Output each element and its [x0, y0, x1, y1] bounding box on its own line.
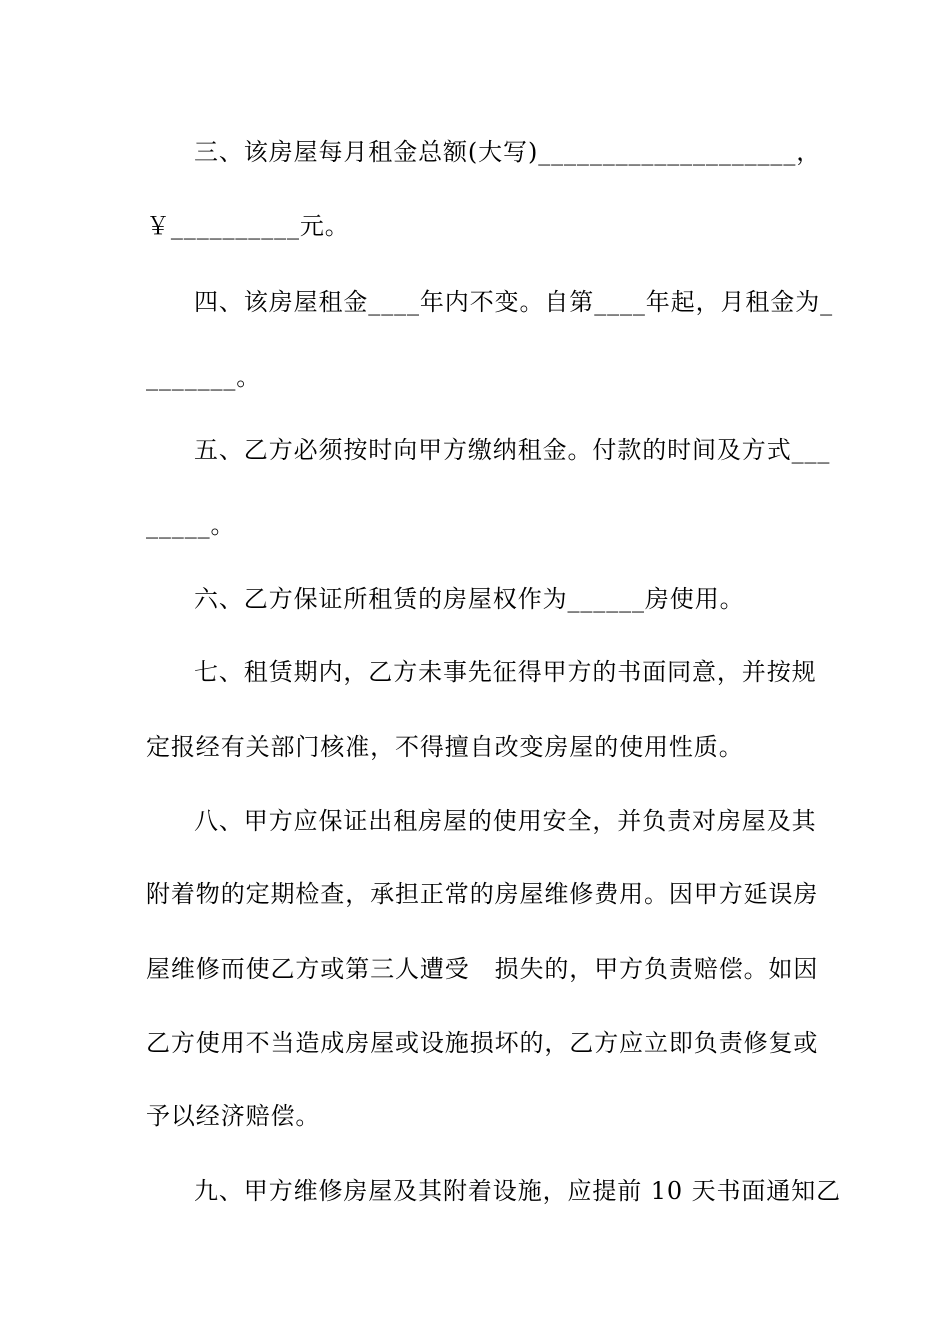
clause-5-line-2: _____。: [146, 511, 236, 539]
clause-8-line-1: 八、甲方应保证出租房屋的使用安全，并负责对房屋及其: [194, 807, 817, 835]
clause-7-line-2: 定报经有关部门核准，不得擅自改变房屋的使用性质。: [146, 733, 744, 761]
clause-7-line-1: 七、租赁期内，乙方未事先征得甲方的书面同意，并按规: [194, 658, 817, 686]
clause-3-line-1: 三、该房屋每月租金总额(大写)____________________，: [194, 138, 822, 166]
clause-8-line-3: 屋维修而使乙方或第三人遭受 损失的，甲方负责赔偿。如因: [146, 955, 819, 983]
clause-4-line-2: _______。: [146, 363, 262, 391]
clause-8-line-5: 予以经济赔偿。: [146, 1102, 321, 1130]
clause-8-line-2: 附着物的定期检查，承担正常的房屋维修费用。因甲方延误房: [146, 880, 819, 908]
clause-5-line-1: 五、乙方必须按时向甲方缴纳租金。付款的时间及方式___: [194, 436, 831, 464]
clause-8-line-4: 乙方使用不当造成房屋或设施损坏的，乙方应立即负责修复或: [146, 1029, 819, 1057]
clause-3-line-2: ￥__________元。: [146, 212, 350, 240]
clause-9-line-1: 九、甲方维修房屋及其附着设施，应提前 10 天书面通知乙: [194, 1177, 841, 1205]
clause-6-line-1: 六、乙方保证所租赁的房屋权作为______房使用。: [194, 585, 745, 613]
clause-4-line-1: 四、该房屋租金____年内不变。自第____年起，月租金为_: [194, 288, 833, 316]
